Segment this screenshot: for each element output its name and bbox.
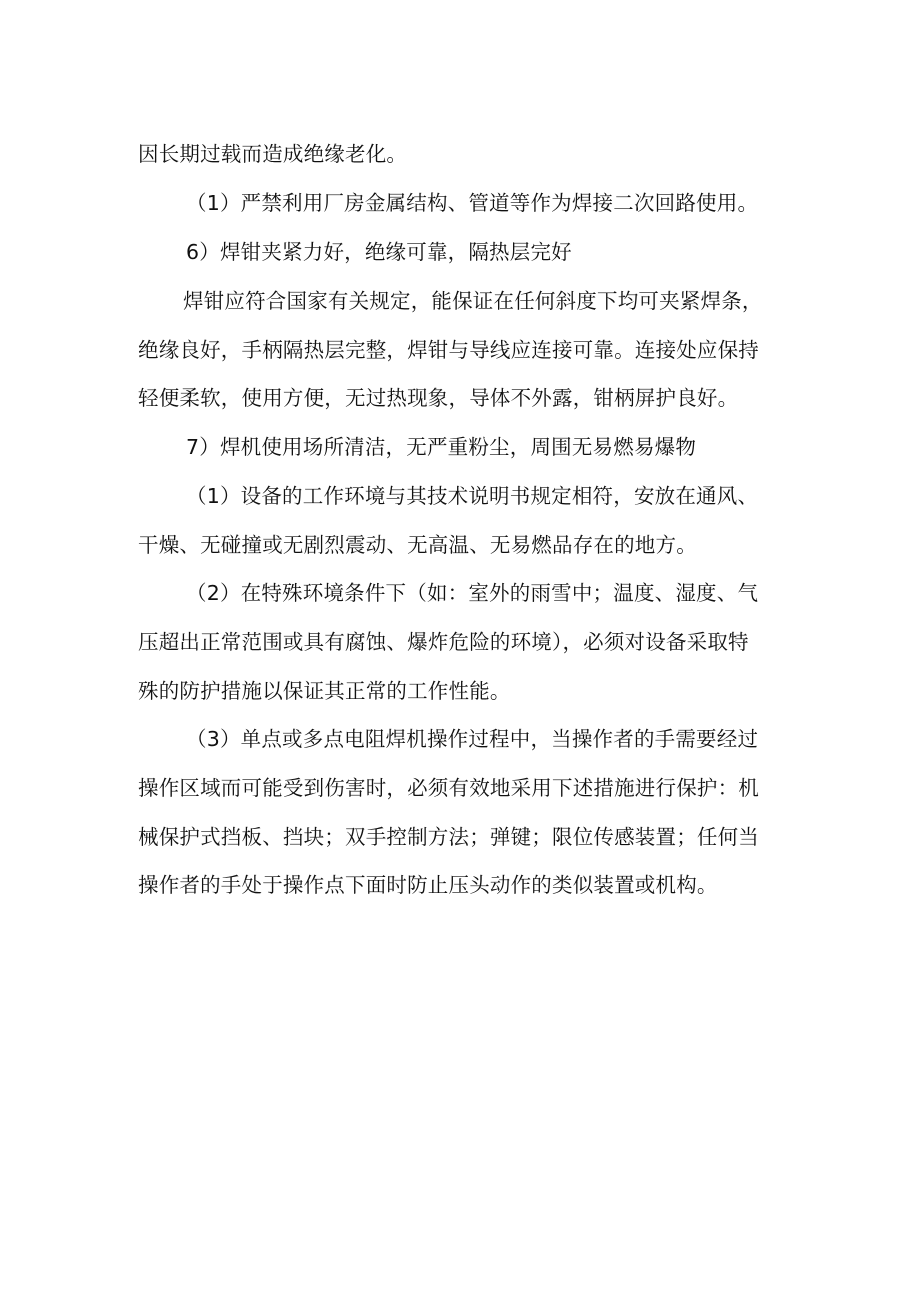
text-line-10: （2）在特殊环境条件下（如：室外的雨雪中；温度、湿度、气 bbox=[186, 581, 759, 605]
text-line-14: 操作区域而可能受到伤害时，必须有效地采用下述措施进行保护：机 bbox=[138, 776, 759, 800]
text-line-16: 操作者的手处于操作点下面时防止压头动作的类似装置或机构。 bbox=[138, 873, 718, 897]
text-line-6: 轻便柔软，使用方便，无过热现象，导体不外露，钳柄屏护良好。 bbox=[138, 386, 739, 410]
text-line-7: 7）焊机使用场所清洁，无严重粉尘，周围无易燃易爆物 bbox=[186, 435, 697, 459]
text-line-3: 6）焊钳夹紧力好，绝缘可靠，隔热层完好 bbox=[186, 240, 572, 264]
text-line-11: 压超出正常范围或具有腐蚀、爆炸危险的环境），必须对设备采取特 bbox=[138, 630, 749, 654]
text-line-5: 绝缘良好，手柄隔热层完整，焊钳与导线应连接可靠。连接处应保持 bbox=[138, 338, 759, 362]
text-line-2: （1）严禁利用厂房金属结构、管道等作为焊接二次回路使用。 bbox=[186, 191, 759, 215]
text-line-1: 因长期过载而造成绝缘老化。 bbox=[138, 142, 408, 166]
text-line-15: 械保护式挡板、挡块；双手控制方法；弹键；限位传感装置；任何当 bbox=[138, 825, 759, 849]
text-line-13: （3）单点或多点电阻焊机操作过程中，当操作者的手需要经过 bbox=[186, 727, 759, 751]
text-line-9: 干燥、无碰撞或无剧烈震动、无高温、无易燃品存在的地方。 bbox=[138, 533, 697, 557]
text-line-4: 焊钳应符合国家有关规定，能保证在任何斜度下均可夹紧焊条， bbox=[183, 289, 763, 313]
text-line-12: 殊的防护措施以保证其正常的工作性能。 bbox=[138, 679, 511, 703]
text-line-8: （1）设备的工作环境与其技术说明书规定相符，安放在通风、 bbox=[186, 484, 759, 508]
